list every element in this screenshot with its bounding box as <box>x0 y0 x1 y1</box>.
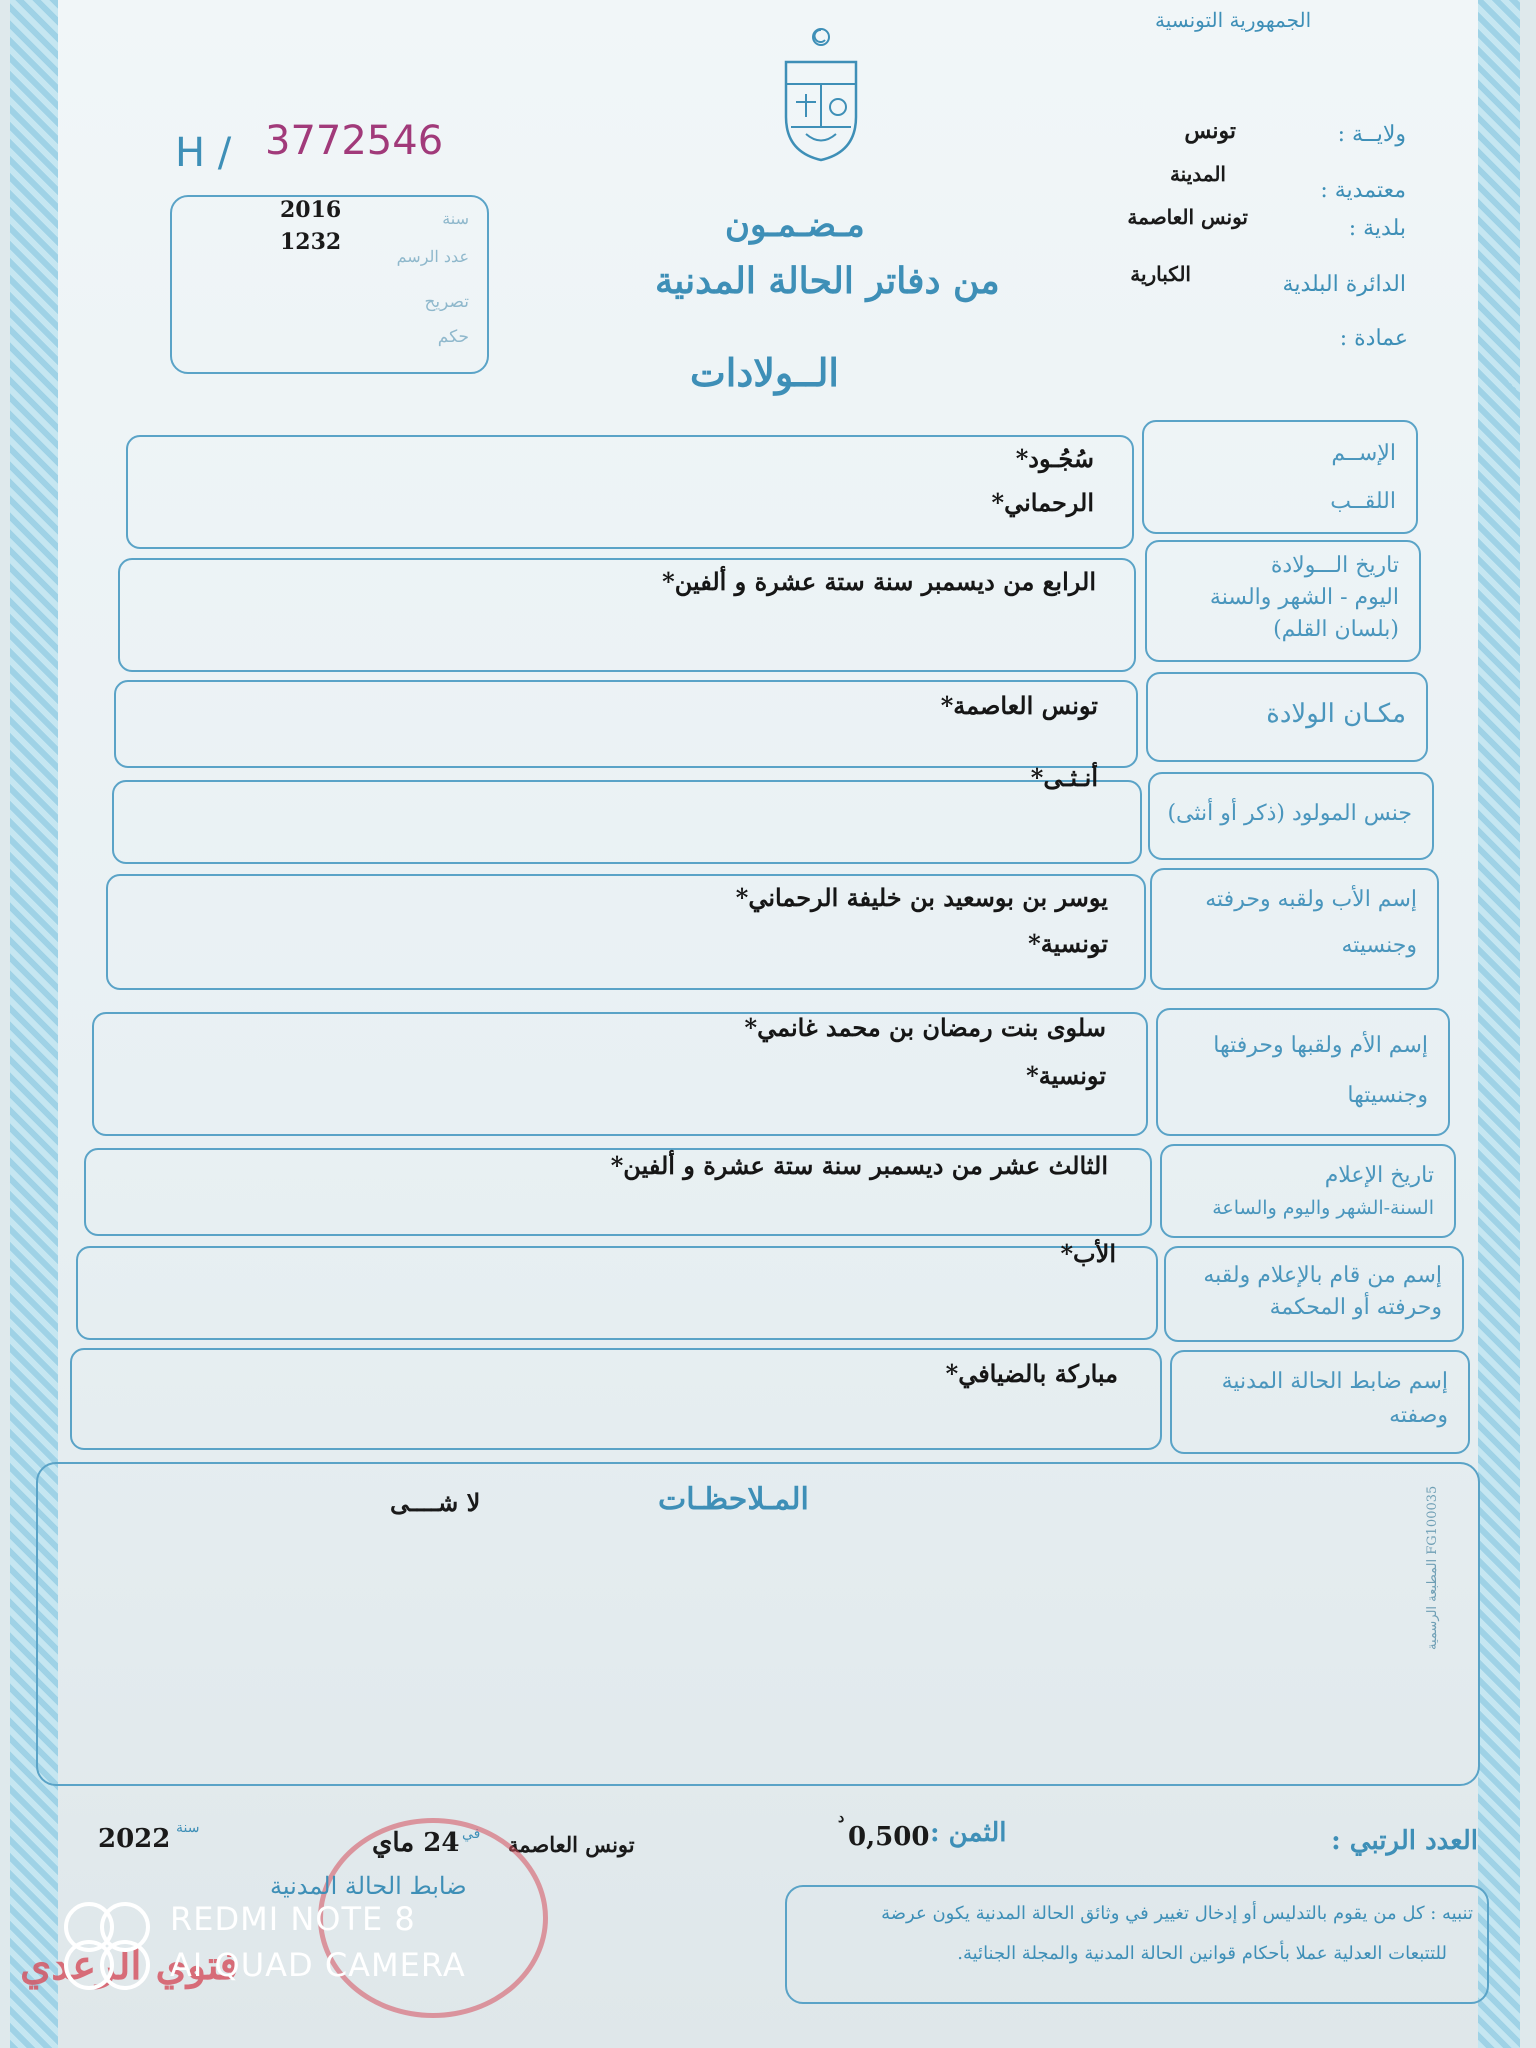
row-label-box <box>1170 1350 1470 1454</box>
mutamadiya-value: المدينة <box>1169 162 1226 186</box>
row-label-line: إسم الأب ولقبه وحرفته <box>1205 887 1417 912</box>
warning-line2: للتتبعات العدلية عملا بأحكام قوانين الحالة المدنية والمجلة الجنائية. <box>957 1943 1447 1964</box>
baladiya-label: بلدية : <box>1348 216 1406 241</box>
row-value-box <box>70 1348 1162 1450</box>
register-declaration-label: تصريح <box>424 292 469 312</box>
row-value-line: يوسر بن بوسعيد بن خليفة الرحماني* <box>735 883 1108 912</box>
row-label-line: وحرفته أو المحكمة <box>1269 1295 1442 1320</box>
notes-box <box>36 1462 1480 1786</box>
title-line1: مـضـمـون <box>725 205 865 245</box>
register-number-value: 1232 <box>280 229 342 255</box>
row-label-line: إسم ضابط الحالة المدنية <box>1221 1369 1448 1394</box>
wilaya-value: تونس <box>1184 118 1236 144</box>
issue-year-label: سنة <box>176 1820 200 1836</box>
wilaya-label: ولايــة : <box>1337 122 1406 147</box>
row-label-line: السنة-الشهر واليوم والساعة <box>1212 1197 1434 1219</box>
row-value-line: تونسية* <box>1026 1061 1106 1090</box>
row-label-box <box>1142 420 1418 534</box>
row-label-box <box>1148 772 1434 860</box>
row-label-line: وجنسيته <box>1341 933 1417 958</box>
row-value-line: الثالث عشر من ديسمبر سنة ستة عشرة و ألفين* <box>610 1151 1108 1180</box>
notes-value: لا شــــى <box>390 1488 481 1517</box>
row-label-box <box>1160 1144 1456 1238</box>
row-value-box <box>118 558 1136 672</box>
watermark-line2: AI QUAD CAMERA <box>170 1946 466 1984</box>
register-year-value: 2016 <box>280 197 342 223</box>
warning-box <box>785 1885 1489 2004</box>
issue-place: تونس العاصمة <box>508 1832 635 1857</box>
row-value-box <box>106 874 1146 990</box>
title-line3: الــولادات <box>690 350 839 395</box>
republic-header: الجمهورية التونسية <box>1155 8 1312 32</box>
row-label-line: اللقــب <box>1330 489 1396 514</box>
tunisia-coat-of-arms-icon <box>776 22 866 162</box>
row-value-line: أنـثـى* <box>1030 763 1098 792</box>
row-label-line: إسم من قام بالإعلام ولقبه <box>1203 1263 1442 1288</box>
register-year-label: سنة <box>442 209 469 228</box>
serial-label: العدد الرتبي : <box>1331 1826 1478 1856</box>
price-unit: د <box>838 1810 845 1826</box>
row-value-box <box>92 1012 1148 1136</box>
serial-number: 3772546 <box>265 118 444 164</box>
daira-label: الدائرة البلدية <box>1282 272 1406 297</box>
register-box <box>170 195 489 374</box>
issue-date-prefix: في <box>462 1826 481 1842</box>
row-value-line: مباركة بالضيافي* <box>945 1359 1118 1388</box>
title-line2: من دفاتر الحالة المدنية <box>655 260 1000 302</box>
row-value-box <box>126 435 1134 549</box>
row-value-box <box>76 1239 1158 1340</box>
row-value-line: الأب* <box>1060 1239 1116 1268</box>
officer-title: ضابط الحالة المدنية <box>270 1872 467 1900</box>
row-label-line: الإســم <box>1331 441 1396 466</box>
row-label-line: وجنسيتها <box>1347 1083 1428 1108</box>
row-label-line: اليوم - الشهر والسنة <box>1209 585 1399 610</box>
row-label-line: تاريخ الـــولادة <box>1270 553 1399 578</box>
omada-label: عمادة : <box>1339 326 1408 351</box>
price-value: 0,500 <box>848 1822 930 1852</box>
daira-value: الكبارية <box>1130 262 1191 286</box>
row-value-line: تونسية* <box>1028 929 1108 958</box>
issue-date-value: 24 ماي <box>372 1828 460 1858</box>
price-label: الثمن : <box>930 1818 1007 1848</box>
row-value-line: تونس العاصمة* <box>940 691 1098 720</box>
row-label-box <box>1145 540 1421 662</box>
side-print: المطبعة الرسمية FG100035 <box>1425 1485 1440 1650</box>
row-label-box <box>1164 1246 1464 1342</box>
warning-line1: تنبيه : كل من يقوم بالتدليس أو إدخال تغيير في وثائق الحالة المدنية يكون عرضة <box>881 1903 1473 1924</box>
row-value-line: الرابع من ديسمبر سنة ستة عشرة و ألفين* <box>662 567 1096 596</box>
watermark-line1: REDMI NOTE 8 <box>170 1900 416 1938</box>
row-value-box <box>114 680 1138 768</box>
notes-title: المـلاحظـات <box>658 1482 809 1517</box>
row-value-line: سلوى بنت رمضان بن محمد غانمي* <box>744 1013 1106 1042</box>
row-label-line: مكـان الولادة <box>1266 699 1406 729</box>
row-label-line: وصفته <box>1389 1403 1448 1428</box>
baladiya-value: تونس العاصمة <box>1127 205 1248 229</box>
row-label-line: جنس المولود (ذكر أو أنثى) <box>1167 801 1412 826</box>
row-label-box <box>1156 1008 1450 1136</box>
row-label-box <box>1146 672 1428 762</box>
row-label-box <box>1150 868 1439 990</box>
register-number-label: عدد الرسم <box>396 247 469 266</box>
row-value-line: الرحماني* <box>991 488 1094 517</box>
row-value-box <box>112 763 1142 864</box>
serial-prefix: H / <box>175 130 232 176</box>
row-value-line: سُجُـود* <box>1015 444 1094 473</box>
row-label-line: (بلسان القلم) <box>1273 617 1399 642</box>
officer-signature: فتوي الرعدي <box>20 1942 239 1989</box>
row-label-line: تاريخ الإعلام <box>1324 1163 1434 1188</box>
register-judgment-label: حكم <box>437 327 469 347</box>
issue-year-value: 2022 <box>98 1824 171 1854</box>
mutamadiya-label: معتمدية : <box>1320 178 1406 203</box>
row-value-box <box>84 1148 1152 1236</box>
row-label-line: إسم الأم ولقبها وحرفتها <box>1213 1033 1428 1058</box>
watermark-circle-icon <box>100 1940 150 1990</box>
